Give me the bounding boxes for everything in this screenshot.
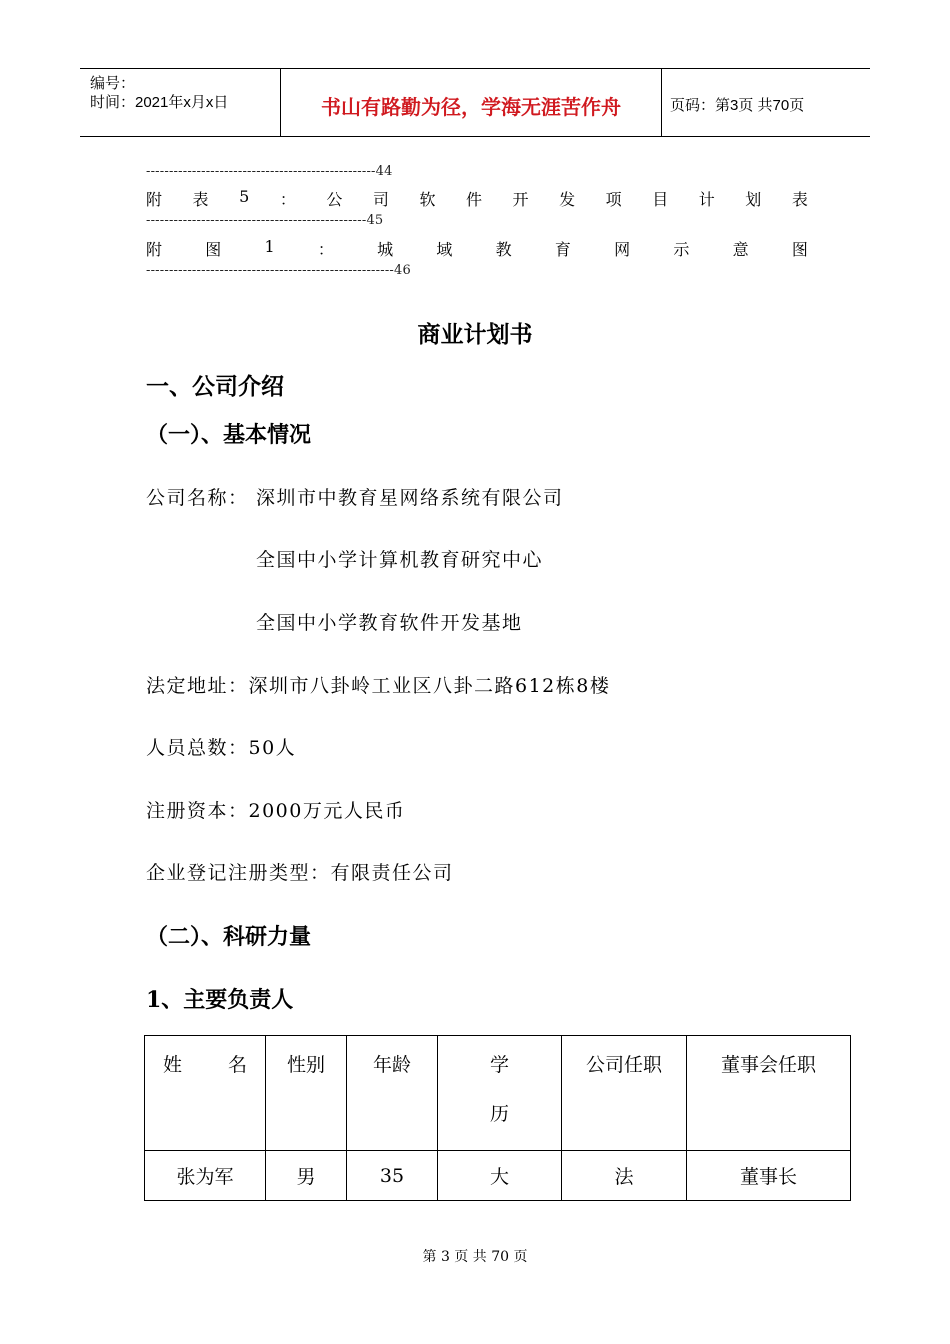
toc-char: 公	[326, 190, 343, 209]
header-gender: 性别	[266, 1036, 347, 1151]
toc-char: 示	[673, 240, 690, 259]
header-page-info: 页码：第3页 共70页	[670, 97, 805, 114]
header-education-char: 学	[489, 1054, 509, 1076]
toc-char: 城	[377, 240, 394, 259]
subsection-heading-research: （二）、科研力量	[146, 924, 312, 950]
header-motto: 书山有路勤为径，学海无涯苦作舟	[321, 97, 621, 119]
header-name-char: 姓	[163, 1054, 183, 1076]
toc-char: 附	[146, 240, 163, 259]
toc-leader-44: --------------------------------------------------44	[146, 164, 393, 179]
header-left-cell	[80, 69, 281, 136]
company-name-1: 深圳市中教育星网络系统有限公司	[256, 487, 564, 509]
toc-char: 表	[791, 190, 808, 209]
toc-char: 计	[698, 190, 715, 209]
leaders-table	[144, 1035, 851, 1201]
toc-char: 目	[652, 190, 669, 209]
table-row	[145, 1151, 851, 1201]
toc-char: 附	[146, 190, 163, 209]
cell-age: 35	[347, 1151, 438, 1201]
toc-char: 件	[466, 190, 483, 209]
toc-char: 项	[605, 190, 622, 209]
toc-char: 网	[614, 240, 631, 259]
header-name-char: 名	[227, 1054, 247, 1076]
header-board-role: 董事会任职	[687, 1036, 851, 1151]
toc-char: 表	[192, 190, 209, 209]
company-name-2: 全国中小学计算机教育研究中心	[256, 549, 544, 571]
subsection-heading-basic-info: （一）、基本情况	[146, 422, 312, 448]
toc-char: 1	[264, 237, 275, 256]
cell-board-role: 董事长	[687, 1151, 851, 1201]
page-header	[80, 68, 870, 137]
section-heading-company-intro: 一、公司介绍	[146, 373, 284, 400]
toc-char: 划	[745, 190, 762, 209]
toc-entry-appendix-table-5[interactable]	[146, 187, 808, 210]
cell-company-role: 法	[562, 1151, 687, 1201]
toc-char: 开	[512, 190, 529, 209]
legal-address: 法定地址：深圳市八卦岭工业区八卦二路612栋8楼	[146, 675, 611, 697]
cell-education: 大	[438, 1151, 562, 1201]
toc-char: 教	[495, 240, 512, 259]
toc-char: 育	[554, 240, 571, 259]
document-number-label: 编号：	[90, 75, 136, 92]
toc-char: 意	[732, 240, 749, 259]
header-company-role: 公司任职	[562, 1036, 687, 1151]
header-education	[438, 1036, 562, 1151]
document-time-label: 时间：2021年x月x日	[90, 94, 229, 111]
toc-char: 图	[791, 240, 808, 259]
toc-char: 软	[419, 190, 436, 209]
toc-leader-46: ------------------------------------------------------46	[146, 263, 411, 278]
header-name	[145, 1036, 266, 1151]
page-footer: 第 3 页 共 70 页	[422, 1249, 528, 1265]
header-age: 年龄	[347, 1036, 438, 1151]
toc-leader-45: ------------------------------------------------45	[146, 213, 384, 228]
toc-char: 发	[559, 190, 576, 209]
toc-char: 5	[239, 187, 250, 206]
registration-type: 企业登记注册类型：有限责任公司	[146, 862, 454, 884]
toc-char: 司	[372, 190, 389, 209]
staff-count: 人员总数：50人	[146, 737, 297, 759]
toc-char: ：	[317, 240, 334, 259]
toc-char: ：	[279, 190, 296, 209]
company-name-label: 公司名称：	[146, 487, 249, 509]
header-education-char: 历	[489, 1103, 509, 1125]
toc-char: 域	[436, 240, 453, 259]
subsection-heading-leaders: 1、主要负责人	[146, 987, 294, 1013]
header-middle-cell	[281, 69, 662, 136]
header-right-cell	[662, 69, 870, 136]
table-header-row	[145, 1036, 851, 1151]
cell-name: 张为军	[145, 1151, 266, 1201]
registered-capital: 注册资本：2000万元人民币	[146, 800, 406, 822]
company-name-3: 全国中小学教育软件开发基地	[256, 612, 523, 634]
cell-gender: 男	[266, 1151, 347, 1201]
document-title: 商业计划书	[417, 321, 533, 348]
toc-char: 图	[205, 240, 222, 259]
toc-entry-appendix-figure-1[interactable]	[146, 237, 808, 260]
